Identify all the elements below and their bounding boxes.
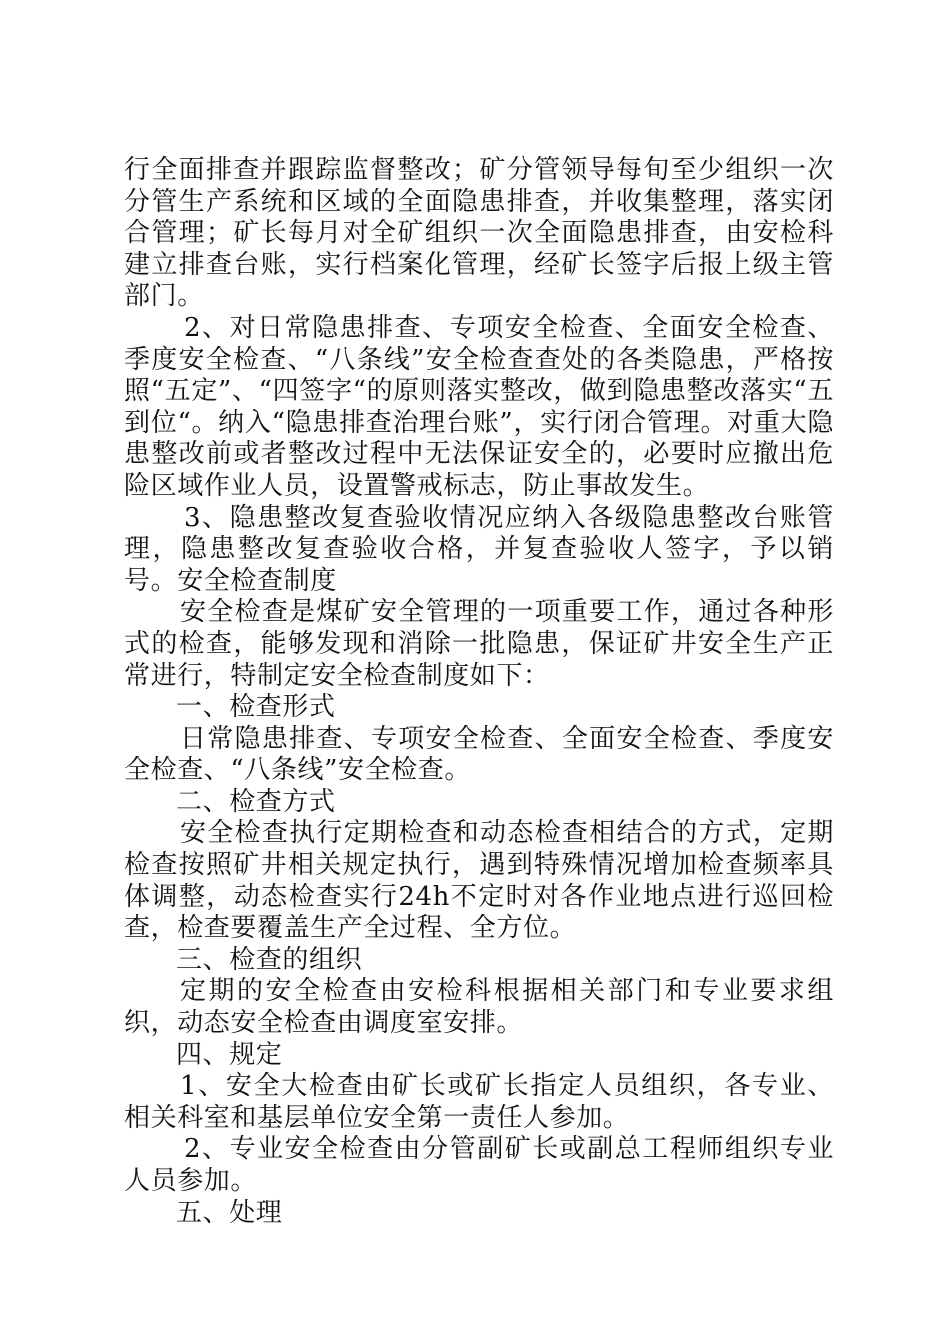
section-heading-5: 五、处理 — [176, 1197, 283, 1228]
document-body — [124, 155, 834, 1229]
paragraph-rule-1: 1、安全大检查由矿长或矿长指定人员组织，各专业、相关科室和基层单位安全第一责任人参加。 — [124, 1071, 834, 1133]
paragraph-item-2: 2、对日常隐患排查、专项安全检查、全面安全检查、季度安全检查、“八条线”安全检查查处的各类隐患，严格按照“五定”、“四签字“的原则落实整改，做到隐患整改落实“五到位“。纳入“隐患排查治理台账”，实行闭合管理。对重大隐患整改前或者整改过程中无法保证安全的，必要时应撤出危险区域作业人员，设置警戒标志，防止事故发生。 — [124, 312, 834, 501]
paragraph-item-3: 3、隐患整改复查验收情况应纳入各级隐患整改台账管理，隐患整改复查验收合格，并复查验收人签字，予以销号。安全检查制度 — [124, 502, 834, 596]
paragraph-continuation: 行全面排查并跟踪监督整改；矿分管领导每旬至少组织一次分管生产系统和区域的全面隐患排查，并收集整理，落实闭合管理；矿长每月对全矿组织一次全面隐患排查，由安检科建立排查台账，实行档案化管理，经矿长签字后报上级主管部门。 — [124, 155, 834, 312]
paragraph-section-3: 定期的安全检查由安检科根据相关部门和专业要求组织，动态安全检查由调度室安排。 — [124, 976, 834, 1039]
section-heading-2: 二、检查方式 — [176, 786, 336, 817]
paragraph-rule-2: 2、专业安全检查由分管副矿长或副总工程师组织专业人员参加。 — [124, 1134, 834, 1196]
paragraph-section-2: 安全检查执行定期检查和动态检查相结合的方式，定期检查按照矿井相关规定执行，遇到特殊情况增加检查频率具体调整，动态检查实行24h不定时对各作业地点进行巡回检查，检查要覆盖生产全过程、全方位。 — [124, 818, 834, 944]
section-heading-3: 三、检查的组织 — [176, 944, 363, 975]
paragraph-section-1: 日常隐患排查、专项安全检查、全面安全检查、季度安全检查、“八条线”安全检查。 — [124, 723, 834, 786]
section-heading-4: 四、规定 — [176, 1039, 283, 1070]
paragraph-intro: 安全检查是煤矿安全管理的一项重要工作，通过各种形式的检查，能够发现和消除一批隐患，保证矿井安全生产正常进行，特制定安全检查制度如下： — [124, 597, 834, 691]
section-heading-1: 一、检查形式 — [176, 692, 336, 723]
